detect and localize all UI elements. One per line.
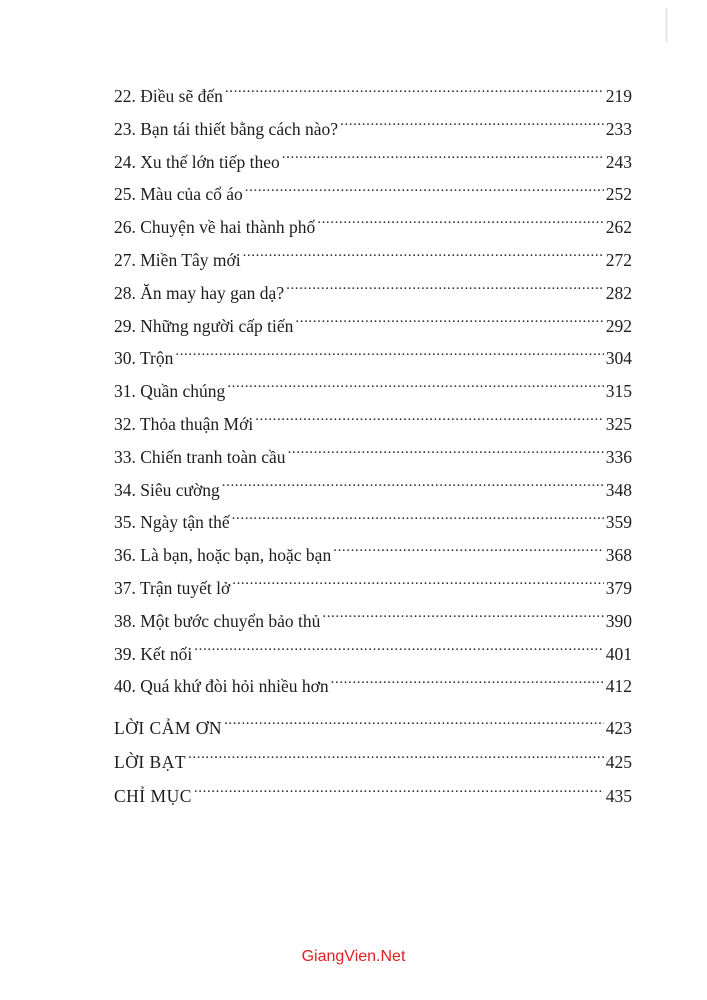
dot-leader: [255, 412, 604, 430]
dot-leader: [286, 281, 604, 299]
toc-entry-title: 29. Những người cấp tiến: [114, 315, 294, 336]
toc-entry-index[interactable]: [114, 779, 632, 813]
toc-entry[interactable]: [114, 375, 632, 408]
toc-entry-title: 27. Miền Tây mới: [114, 249, 241, 270]
dot-leader: [295, 314, 603, 332]
toc-entry-acknowledgements[interactable]: [114, 711, 632, 745]
page-edge-shadow: [665, 8, 668, 42]
toc-entry-page: 379: [605, 577, 632, 598]
toc-entry-page: 412: [605, 676, 632, 697]
toc-entry-page: 243: [605, 151, 632, 172]
dot-leader: [225, 85, 604, 103]
dot-leader: [282, 150, 604, 168]
dot-leader: [333, 544, 604, 562]
toc-entry[interactable]: [114, 506, 632, 539]
dot-leader: [245, 183, 604, 201]
toc-entry-title: 33. Chiến tranh toàn cầu: [114, 446, 286, 467]
toc-entry-title: LỜI CẢM ƠN: [114, 718, 223, 739]
toc-entry-page: 282: [605, 282, 632, 303]
toc-entry[interactable]: [114, 670, 632, 703]
dot-leader: [331, 675, 604, 693]
toc-entry[interactable]: [114, 605, 632, 638]
toc-entry-title: 23. Bạn tái thiết bằng cách nào?: [114, 118, 339, 139]
dot-leader: [317, 216, 604, 234]
toc-entry-page: 262: [605, 217, 632, 238]
dot-leader: [288, 445, 604, 463]
toc-entry-title: 24. Xu thế lớn tiếp theo: [114, 151, 280, 172]
toc-entry-page: 233: [605, 118, 632, 139]
toc-entry-title: 26. Chuyện về hai thành phố: [114, 217, 316, 238]
toc-entry-title: 34. Siêu cường: [114, 479, 220, 500]
dot-leader: [194, 642, 603, 660]
toc-entry-title: 38. Một bước chuyển bảo thủ: [114, 610, 321, 631]
toc-entry-page: 252: [605, 184, 632, 205]
toc-entry-page: 423: [605, 718, 632, 739]
toc-entry-title: 25. Màu của cổ áo: [114, 184, 243, 205]
toc-entry-title: LỜI BẠT: [114, 752, 187, 773]
toc-entry-page: 425: [605, 752, 632, 773]
table-of-contents: [114, 80, 632, 813]
toc-entry-page: 292: [605, 315, 632, 336]
toc-entry-title: 39. Kết nối: [114, 643, 193, 664]
toc-entry[interactable]: [114, 441, 632, 474]
dot-leader: [232, 576, 604, 594]
dot-leader: [194, 785, 604, 803]
toc-entry-page: 219: [605, 86, 632, 106]
toc-entry[interactable]: [114, 638, 632, 671]
toc-entry[interactable]: [114, 277, 632, 310]
dot-leader: [322, 609, 603, 627]
toc-entry-title: CHỈ MỤC: [114, 786, 192, 807]
toc-entry-title: 31. Quần chúng: [114, 381, 226, 402]
backmatter-list: [114, 711, 632, 813]
chapter-list: [114, 80, 632, 703]
toc-entry[interactable]: [114, 342, 632, 375]
toc-entry-title: 37. Trận tuyết lở: [114, 577, 231, 598]
toc-entry[interactable]: [114, 244, 632, 277]
toc-entry-page: 435: [605, 786, 632, 807]
toc-entry-page: 401: [605, 643, 632, 664]
toc-entry-page: 272: [605, 249, 632, 270]
toc-entry-title: 28. Ăn may hay gan dạ?: [114, 282, 285, 303]
dot-leader: [232, 511, 604, 529]
dot-leader: [340, 117, 604, 135]
toc-entry[interactable]: [114, 146, 632, 179]
toc-entry-afterword[interactable]: [114, 745, 632, 779]
toc-entry-page: 368: [605, 545, 632, 566]
toc-entry-title: 22. Điều sẽ đến: [114, 86, 223, 106]
toc-entry[interactable]: [114, 178, 632, 211]
toc-entry-title: 30. Trộn: [114, 348, 174, 369]
toc-entry-title: 36. Là bạn, hoặc bạn, hoặc bạn: [114, 545, 332, 566]
toc-entry-page: 390: [605, 610, 632, 631]
dot-leader: [224, 717, 604, 735]
dot-leader: [175, 347, 603, 365]
toc-entry-page: 359: [605, 512, 632, 533]
dot-leader: [243, 248, 604, 266]
watermark-link[interactable]: GiangVien.Net: [301, 948, 406, 965]
dot-leader: [188, 751, 604, 769]
dot-leader: [227, 380, 603, 398]
toc-entry[interactable]: [114, 113, 632, 146]
toc-entry[interactable]: [114, 80, 632, 113]
toc-entry[interactable]: [114, 474, 632, 507]
toc-entry-page: 304: [605, 348, 632, 369]
toc-entry[interactable]: [114, 310, 632, 343]
toc-entry-page: 315: [605, 381, 632, 402]
toc-entry-page: 336: [605, 446, 632, 467]
toc-entry[interactable]: [114, 572, 632, 605]
toc-entry-title: 32. Thỏa thuận Mới: [114, 413, 254, 434]
toc-entry[interactable]: [114, 539, 632, 572]
dot-leader: [222, 478, 604, 496]
toc-entry[interactable]: [114, 211, 632, 244]
toc-entry-title: 35. Ngày tận thế: [114, 512, 230, 533]
toc-entry-page: 348: [605, 479, 632, 500]
toc-entry-title: 40. Quá khứ đòi hỏi nhiều hơn: [114, 676, 329, 697]
toc-entry[interactable]: [114, 408, 632, 441]
toc-entry-page: 325: [605, 413, 632, 434]
